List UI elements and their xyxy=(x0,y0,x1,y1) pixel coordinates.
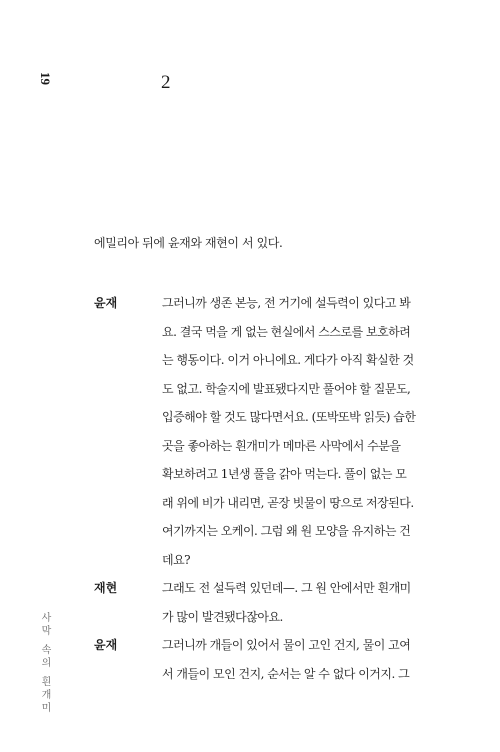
speech-line: 가 많이 발견됐다잖아요. xyxy=(162,609,283,624)
speech-line: 그래도 전 설득력 있던데—. 그 원 안에서만 흰개미 xyxy=(162,581,411,595)
speech-line: 곳을 좋아하는 흰개미가 메마른 사막에서 수분을 xyxy=(162,438,401,453)
speech-line: 도 없고. 학술지에 발표됐다지만 풀어야 할 질문도, xyxy=(162,381,411,396)
page-number: 19 xyxy=(38,72,53,85)
speaker-name: 윤재 xyxy=(94,638,118,652)
speech-line: 그러니까 개들이 있어서 물이 고인 건지, 물이 고여 xyxy=(162,638,411,652)
speech-text xyxy=(162,631,464,688)
speech-line: 데요? xyxy=(162,552,191,567)
speech-line: 여기까지는 오케이. 그럼 왜 원 모양을 유지하는 건 xyxy=(162,524,411,538)
speech-line: 래 위에 비가 내리면, 곧장 빗물이 땅으로 저장된다. xyxy=(162,495,414,510)
scene-number: 2 xyxy=(161,72,171,93)
speech-line: 는 행동이다. 이거 아니에요. 게다가 아직 확실한 것 xyxy=(162,353,414,367)
speech-line: 요. 결국 먹을 게 없는 현실에서 스스로를 보호하려 xyxy=(162,324,411,339)
speech-line: 입증해야 할 것도 많다면서요. (또박또박 읽듯) 습한 xyxy=(162,410,416,424)
stage-direction: 에밀리아 뒤에 윤재와 재현이 서 있다. xyxy=(94,236,283,250)
running-title: 사막 속의 흰개미 xyxy=(39,612,50,716)
dialogue-block xyxy=(94,289,464,688)
speech-line: 그러니까 생존 본능, 전 거기에 설득력이 있다고 봐 xyxy=(162,296,411,310)
speech-line: 확보하려고 1년생 풀을 갉아 먹는다. 풀이 없는 모 xyxy=(162,467,407,481)
dialogue-entry xyxy=(94,574,464,631)
speaker-name: 윤재 xyxy=(94,296,118,310)
speech-text xyxy=(162,574,464,631)
speech-text xyxy=(162,289,464,574)
dialogue-entry xyxy=(94,289,464,574)
speaker-name: 재현 xyxy=(94,581,118,595)
dialogue-entry xyxy=(94,631,464,688)
speech-line: 서 개들이 모인 건지, 순서는 알 수 없다 이거지. 그 xyxy=(162,666,410,681)
